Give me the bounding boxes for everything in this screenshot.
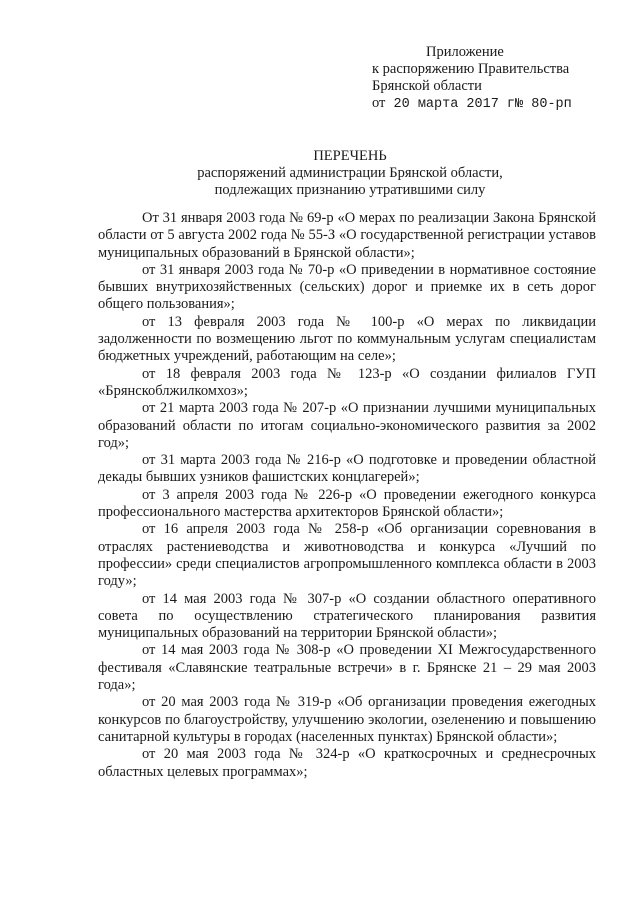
appendix-date-prefix: от [372,95,386,111]
list-item: от 13 февраля 2003 года № 100-р «О мерах по ликвидации задолженности по возмещению льгот по коммунальным услугам специалистам бюджетных учреждений, работающим на селе»; [98,313,596,365]
list-item: от 18 февраля 2003 года № 123-р «О создании филиалов ГУП «Брянскоблжилкомхоз»; [98,365,596,399]
list-item: от 16 апреля 2003 года № 258-р «Об организации соревнования в отраслях растениеводства и животноводства и конкурса «Лучший по профессии» среди специалистов агропромышленного комплекса области в 2003 году»; [98,521,596,590]
list-item: От 31 января 2003 года № 69-р «О мерах по реализации Закона Брянской области от 5 августа 2002 года № 55-З «О государственной регистрации уставов муниципальных образований в Брянской области»; [98,210,596,261]
list-body [98,210,596,781]
appendix-reference: к распоряжению Правительства [372,61,570,77]
appendix-date-value: 20 марта 2017 г№ 80-рп [393,97,572,112]
list-item: от 21 марта 2003 года № 207-р «О признании лучшими муниципальных образований области по итогам социально-экономического развития за 2002 год»; [98,400,596,451]
list-item: от 31 января 2003 года № 70-р «О приведении в нормативное состояние бывших внутрихозяйственных (сельских) дорог и приемке их в сеть дорог общего пользования»; [98,261,596,313]
list-item: от 31 марта 2003 года № 216-р «О подготовке и проведении областной декады бывших узников фашистских концлагерей»; [98,452,596,486]
list-item: от 3 апреля 2003 года № 226-р «О проведении ежегодного конкурса профессионального мастерства архитекторов Брянской области»; [98,486,596,521]
document-title [100,148,600,199]
appendix-region: Брянской области [372,78,482,94]
appendix-date-line [372,95,612,113]
appendix-label: Приложение [426,44,504,60]
list-item: от 14 мая 2003 года № 307-р «О создании областного оперативного совета по осуществлению стратегического планирования развития муниципальных образований на территории Брянской области»; [98,590,596,642]
list-item: от 20 мая 2003 года № 324-р «О краткосрочных и среднесрочных областных целевых программах»; [98,746,596,780]
appendix-block [372,44,612,113]
title-heading: ПЕРЕЧЕНЬ [313,148,387,164]
list-item: от 20 мая 2003 года № 319-р «Об организации проведения ежегодных конкурсов по благоустройству, улучшению экологии, озеленению и повышению санитарной культуры в городах (населенных пунктах) Брянской области»; [98,694,596,745]
title-subtitle: распоряжений администрации Брянской области, подлежащих признанию утратившими силу [197,165,503,198]
list-item: от 14 мая 2003 года № 308-р «О проведении XI Межгосударственного фестиваля «Славянские театральные встречи» в г. Брянске 21 – 29 мая 2003 года»; [98,642,596,694]
